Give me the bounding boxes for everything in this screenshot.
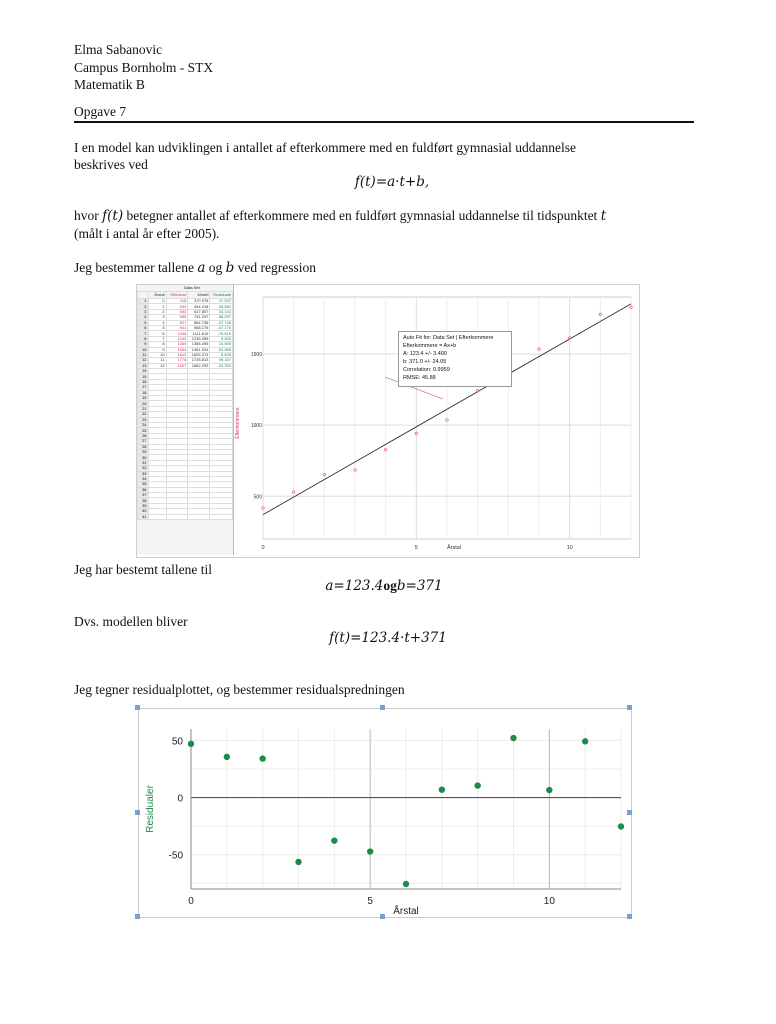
table-cell[interactable]: 741.297 [188,315,210,320]
residual-point [510,735,516,741]
row-index: 35 [138,482,149,487]
data-table [137,291,233,520]
data-set-title: Data Set [184,285,200,290]
residual-point [259,755,265,761]
data-table-panel [137,285,234,555]
row-index: 32 [138,466,149,471]
table-cell[interactable] [210,514,233,519]
residual-point [188,741,194,747]
row-index: 37 [138,493,149,498]
x-tick-label: 10 [543,896,555,907]
row-index: 13 [138,363,149,368]
row-index: 8 [138,336,149,341]
x-axis-label: Årstal [393,906,419,917]
residual-point [295,859,301,865]
table-cell[interactable] [166,514,188,519]
row-index: 39 [138,503,149,508]
row-index: 18 [138,390,149,395]
table-cell[interactable]: 1605.374 [188,352,210,357]
residual-point [618,823,624,829]
x-tick-label: 5 [367,896,373,907]
regression-plot [235,295,635,553]
row-index: 19 [138,396,149,401]
table-cell[interactable]: 4 [148,320,166,325]
assignment-title: Opgave 7 [74,104,127,119]
x-axis-label: Årstal [447,545,462,551]
fit-equation: Efterkommere = Ax+b [403,343,457,349]
row-index: 5 [138,320,149,325]
table-cell[interactable]: 617.857 [188,309,210,314]
school-name: Campus Bornholm - STX [74,60,214,75]
table-cell[interactable]: 49.187 [210,358,233,363]
table-cell[interactable]: 35.582 [210,304,233,309]
row-index: 28 [138,444,149,449]
table-cell[interactable]: 988.176 [188,325,210,330]
table-cell[interactable]: 10 [148,352,166,357]
row-index: 17 [138,385,149,390]
row-index: 14 [138,369,149,374]
header-rule [74,121,694,123]
table-cell[interactable]: 418 [166,299,188,304]
table-cell[interactable]: 1242 [166,336,188,341]
parameter-result: a=123.4ogb=371 [325,578,443,594]
row-index: 2 [138,304,149,309]
y-tick-label: 50 [171,736,183,748]
residual-point [224,754,230,760]
row-index: 9 [138,342,149,347]
table-cell[interactable]: 1036 [166,331,188,336]
row-index: 33 [138,471,149,476]
x-tick-label: 10 [566,545,573,551]
y-axis-label: Residualer [145,785,156,833]
fit-a: A: 123.4 +/- 3.400 [403,351,447,357]
row-index: 11 [138,352,149,357]
row-index: 15 [138,374,149,379]
table-cell[interactable]: 1852.253 [188,363,210,368]
final-model-formula: f(t)=123.4·t+371 [329,630,447,646]
resize-handle-tm[interactable] [380,705,385,710]
table-cell[interactable]: 6.626 [210,352,233,357]
fit-correlation: Correlation: 0.9959 [403,367,450,373]
resize-handle-mr[interactable] [627,810,632,815]
row-index: 1 [138,299,149,304]
resize-handle-ml[interactable] [135,810,140,815]
y-tick-label: 1500 [250,351,262,358]
row-index: 26 [138,433,149,438]
row-index: 12 [138,358,149,363]
subject-name: Matematik B [74,77,145,92]
row-index: 31 [138,460,149,465]
table-cell[interactable]: 494.418 [188,304,210,309]
row-index: 41 [138,514,149,519]
fit-b: b: 371.0 +/- 24.05 [403,359,447,365]
row-index: 21 [138,406,149,411]
table-cell[interactable]: 52.066 [210,347,233,352]
regression-intro: Jeg bestemmer tallene a og b ved regression [74,260,317,276]
author-name: Elma Sabanovic [74,42,163,57]
definition-line1: hvor f(t) betegner antallet af efterkommere med en fuldført gymnasial uddannelse til tidspunktet t [74,208,607,224]
row-index: 40 [138,509,149,514]
y-axis-label: Efterkommere [235,407,241,439]
table-cell[interactable]: 6 [148,331,166,336]
resize-handle-bl[interactable] [135,914,140,919]
table-cell[interactable]: 8 [148,342,166,347]
table-header[interactable]: Residuale [210,292,233,299]
residual-point [439,786,445,792]
row-index: 6 [138,325,149,330]
resize-handle-tr[interactable] [627,705,632,710]
table-cell[interactable]: 2 [148,309,166,314]
table-cell[interactable]: 1827 [166,363,188,368]
table-cell[interactable]: -75.615 [210,331,233,336]
table-cell[interactable]: 1235.055 [188,336,210,341]
table-cell[interactable]: 530 [166,304,188,309]
row-index: 38 [138,498,149,503]
table-cell[interactable]: 11 [148,358,166,363]
definition-line2: (målt i antal år efter 2005). [74,226,220,241]
table-cell[interactable]: -25.253 [210,363,233,368]
row-index: 34 [138,476,149,481]
x-tick-label: 0 [188,896,194,907]
table-cell[interactable]: 1111.615 [188,331,210,336]
fit-title: Auto Fit for: Data Set | Efterkommere [403,335,494,341]
intro-text-line2: beskrives ved [74,157,148,172]
table-cell[interactable]: 652 [166,309,188,314]
residual-plot-frame [138,708,632,918]
table-cell[interactable]: 10.505 [210,342,233,347]
row-index: 27 [138,439,149,444]
table-cell[interactable]: 3 [148,315,166,320]
table-cell[interactable]: 1612 [166,352,188,357]
table-cell[interactable]: 1728.813 [188,358,210,363]
table-cell[interactable]: 5 [148,325,166,330]
x-tick-label: 5 [414,545,418,551]
row-index: 22 [138,412,149,417]
residual-point [546,787,552,793]
table-header[interactable]: Efterkom [166,292,188,299]
table-cell[interactable]: 1358.495 [188,342,210,347]
y-tick-label: 0 [177,793,183,805]
y-tick-label: -50 [168,850,183,862]
row-index: 25 [138,428,149,433]
residual-chart [139,709,631,917]
table-cell[interactable]: 685 [166,315,188,320]
resize-handle-bm[interactable] [380,914,385,919]
table-cell[interactable]: -37.736 [210,320,233,325]
y-tick-label: 1000 [250,423,262,430]
row-index: 36 [138,487,149,492]
row-index: 10 [138,347,149,352]
resize-handle-tl[interactable] [135,705,140,710]
table-cell[interactable]: 1481.934 [188,347,210,352]
residual-point [403,881,409,887]
fit-rmse: RMSE: 45.88 [403,375,436,381]
table-cell[interactable]: 0 [148,299,166,304]
row-index: 7 [138,331,149,336]
row-index: 23 [138,417,149,422]
table-cell[interactable]: 34.143 [210,309,233,314]
table-cell[interactable]: 12 [148,363,166,368]
table-header[interactable]: Model [188,292,210,299]
residual-intro: Jeg tegner residualplottet, og bestemmer residualspredningen [74,682,405,697]
x-tick-label: 0 [261,545,265,551]
row-index: 4 [138,315,149,320]
auto-fit-box [398,331,512,387]
table-header[interactable]: Årstal [148,292,166,299]
residual-point [331,837,337,843]
row-index: 16 [138,379,149,384]
determined-text: Jeg har bestemt tallene til [74,562,212,577]
model-text: Dvs. modellen bliver [74,614,188,629]
residual-point [474,782,480,788]
table-cell[interactable]: -56.297 [210,315,233,320]
table-row[interactable] [138,514,233,519]
model-formula: f(t)=a·t+b, [354,174,430,190]
table-cell[interactable] [188,514,210,519]
y-tick-label: 500 [253,494,262,501]
row-index: 20 [138,401,149,406]
row-index: 30 [138,455,149,460]
table-cell[interactable]: 6.945 [210,336,233,341]
row-index: 24 [138,422,149,427]
row-index: 3 [138,309,149,314]
table-cell[interactable]: 864.736 [188,320,210,325]
table-cell[interactable]: 370.978 [188,299,210,304]
regression-screenshot [136,284,640,558]
table-cell[interactable]: 7 [148,336,166,341]
table-cell[interactable]: 941 [166,325,188,330]
table-cell[interactable] [148,514,166,519]
table-cell[interactable]: 1 [148,304,166,309]
resize-handle-br[interactable] [627,914,632,919]
residual-point [367,848,373,854]
table-cell[interactable]: 1534 [166,347,188,352]
table-cell[interactable]: 47.022 [210,299,233,304]
table-cell[interactable]: 827 [166,320,188,325]
table-cell[interactable]: 1778 [166,358,188,363]
row-index: 29 [138,449,149,454]
table-cell[interactable]: 9 [148,347,166,352]
table-cell[interactable]: -47.176 [210,325,233,330]
residual-point [582,738,588,744]
table-cell[interactable]: 1369 [166,342,188,347]
intro-text-line1: I en model kan udviklingen i antallet af efterkommere med en fuldført gymnasial uddannelse [74,140,576,155]
